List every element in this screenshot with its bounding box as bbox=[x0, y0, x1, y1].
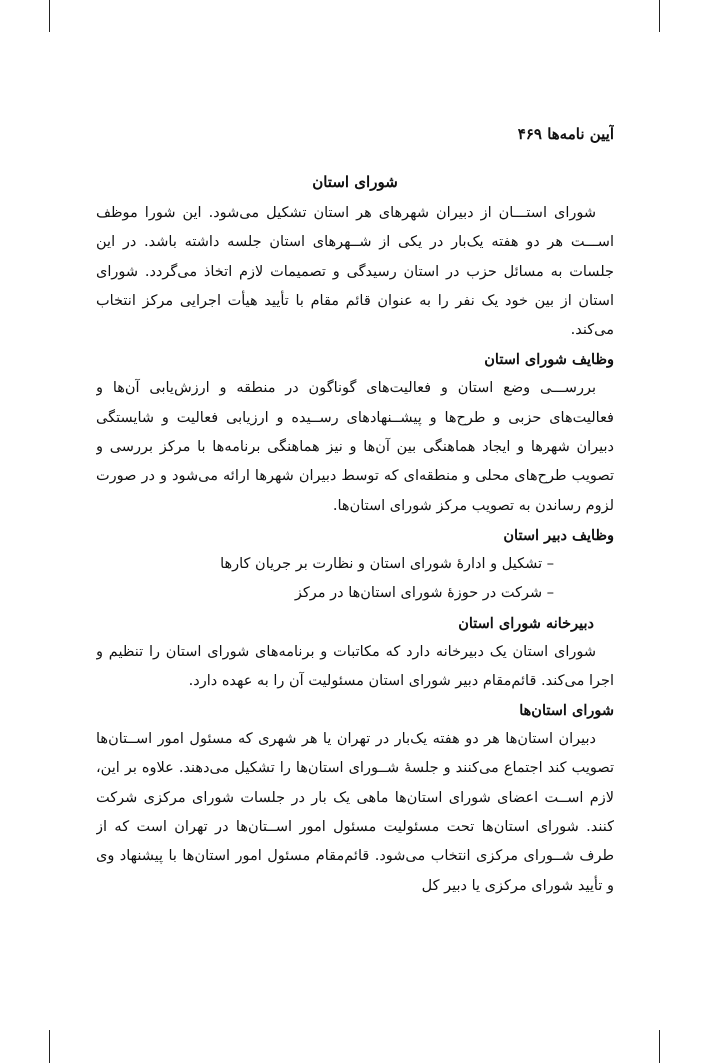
crop-mark-top-left bbox=[49, 0, 50, 32]
page-number: ۴۶۹ bbox=[517, 125, 542, 143]
crop-mark-bottom-right bbox=[659, 1030, 660, 1063]
crop-mark-top-right bbox=[659, 0, 660, 32]
running-header-title: آیین نامه‌ها bbox=[547, 125, 614, 143]
duties-council-heading: وظایف شورای استان bbox=[484, 351, 614, 369]
intro-paragraph: شورای استـــان از دبیران شهرهای هر استان تشکیل می‌شود. این شورا موظف اســـت هر دو هفته یک‌بار در یکی از شــهرهای استان جلسه داشته باشد. در این جلسات به مسائل حزب در استان رسیدگی و تصمیمات لازم اتخاذ می‌گردد. شورای استان از بین خود یک نفر را به عنوان قائم مقام با تأیید هیأت اجرایی مرکز انتخاب می‌کند. bbox=[96, 205, 614, 339]
list-item: – شرکت در حوزهٔ شورای استان‌ها در مرکز bbox=[96, 579, 554, 608]
provinces-council-paragraph: دبیران استان‌ها هر دو هفته یک‌بار در تهران یا هر شهری که مسئول امور اســتان‌ها تصویب کند اجتماع می‌کنند و جلسهٔ شــورای استان‌ها را تشکیل می‌دهند. علاوه بر این، لازم اســت اعضای شورای استان‌ها ماهی یک بار در جلسات شورای مرکزی شرکت کنند. شورای استان‌ها تحت مسئولیت مسئول امور اســتان‌ها در تهران است که از طرف شــورای مرکزی انتخاب می‌شود. قائم‌مقام مسئول امور استان‌ها با پیشنهاد وی و تأیید شورای مرکزی یا دبیر کل bbox=[96, 731, 614, 894]
secretariat-paragraph: شورای استان یک دبیرخانه دارد که مکاتبات و برنامه‌های شورای استان را تنظیم و اجرا می‌کند. قائم‌مقام دبیر شورای استان مسئولیت آن را به عهده دارد. bbox=[96, 643, 614, 689]
secretariat-heading: دبیرخانه شورای استان bbox=[458, 614, 594, 632]
duties-secretary-heading: وظایف دبیر استان bbox=[503, 526, 614, 544]
section-title: شورای استان bbox=[312, 173, 398, 191]
crop-mark-bottom-left bbox=[49, 1030, 50, 1063]
list-item: – تشکیل و ادارهٔ شورای استان و نظارت بر جریان کارها bbox=[96, 550, 554, 579]
duties-council-paragraph: بررســـی وضع استان و فعالیت‌های گوناگون در منطقه و ارزش‌یابی آن‌ها و فعالیت‌های حزبی و طرح‌ها و پیشــنهادهای رســیده و ارزیابی فعالیت و شایستگی دبیران شهرها و ایجاد هماهنگی بین آن‌ها و نیز هماهنگی برنامه‌ها با مرکز بررسی و تصویب طرح‌های محلی و منطقه‌ای که توسط دبیران شهرها ارائه می‌شود و در صورت لزوم رساندن به تصویب مرکز شورای استان‌ها. bbox=[96, 380, 614, 514]
running-header bbox=[96, 118, 614, 150]
book-page bbox=[96, 118, 614, 998]
provinces-council-heading: شورای استان‌ها bbox=[519, 702, 614, 720]
duties-secretary-list bbox=[96, 550, 614, 609]
